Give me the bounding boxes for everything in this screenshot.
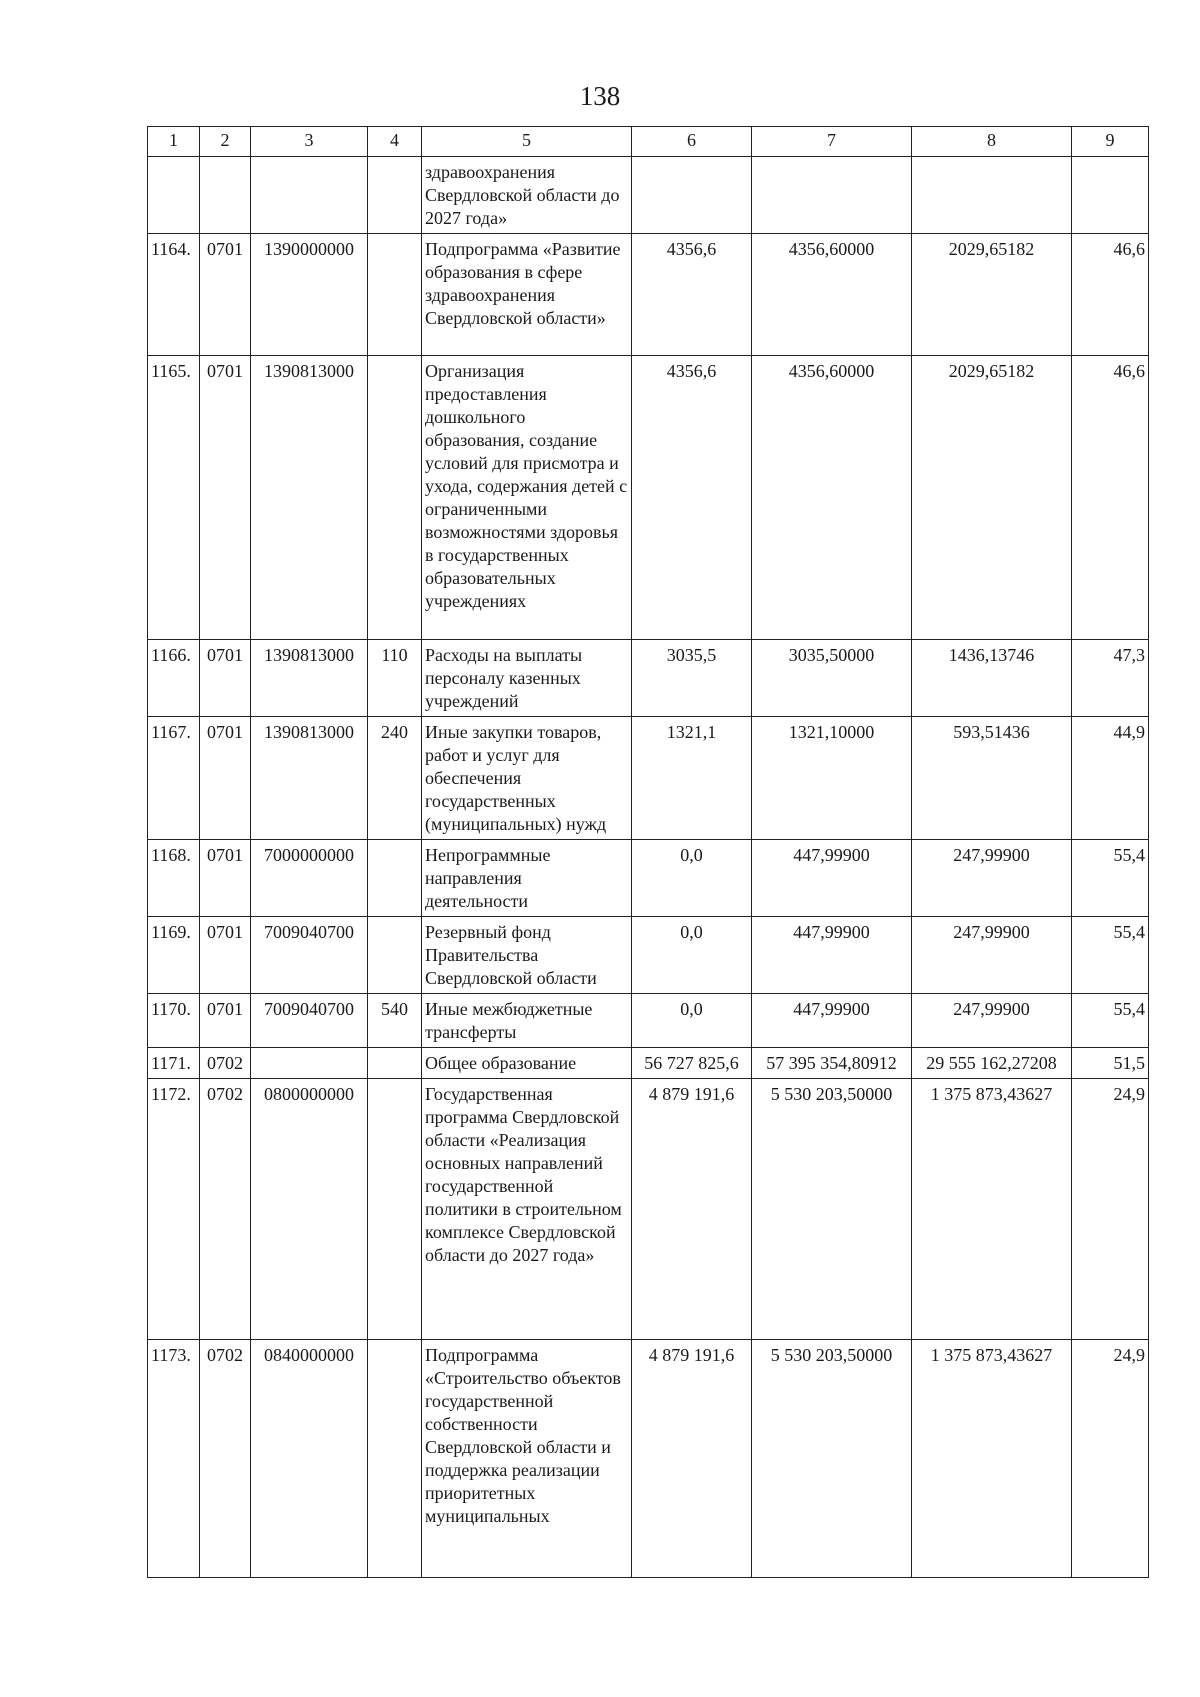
row-number-cell: 1173. <box>148 1340 200 1578</box>
table-row <box>148 356 1149 640</box>
percent-cell <box>1072 157 1149 234</box>
executed-amount-cell: 2029,65182 <box>912 234 1072 356</box>
target-code-cell <box>251 1048 368 1079</box>
table-row <box>148 157 1149 234</box>
expense-type-cell <box>368 840 422 917</box>
percent-cell: 55,4 <box>1072 840 1149 917</box>
item-name-cell: Государственная программа Свердловской области «Реализация основных направлений государственной политики в строительном комплексе Свердловской области до 2027 года» <box>422 1079 632 1340</box>
planned-amount-cell: 57 395 354,80912 <box>752 1048 912 1079</box>
expense-type-cell: 240 <box>368 717 422 840</box>
expense-type-cell <box>368 234 422 356</box>
section-code-cell: 0701 <box>200 640 251 717</box>
item-name-cell: Резервный фонд Правительства Свердловской области <box>422 917 632 994</box>
executed-amount-cell: 2029,65182 <box>912 356 1072 640</box>
column-header: 9 <box>1072 127 1149 157</box>
section-code-cell: 0701 <box>200 234 251 356</box>
target-code-cell: 7000000000 <box>251 840 368 917</box>
column-header: 3 <box>251 127 368 157</box>
table-row <box>148 1048 1149 1079</box>
planned-amount-cell: 4356,60000 <box>752 234 912 356</box>
section-code-cell: 0701 <box>200 917 251 994</box>
percent-cell: 24,9 <box>1072 1340 1149 1578</box>
planned-amount-cell <box>752 157 912 234</box>
section-code-cell: 0701 <box>200 717 251 840</box>
planned-amount-cell: 5 530 203,50000 <box>752 1079 912 1340</box>
row-number-cell: 1167. <box>148 717 200 840</box>
target-code-cell: 1390000000 <box>251 234 368 356</box>
approved-amount-cell: 4 879 191,6 <box>632 1340 752 1578</box>
table-row <box>148 1340 1149 1578</box>
executed-amount-cell: 1 375 873,43627 <box>912 1340 1072 1578</box>
column-header: 7 <box>752 127 912 157</box>
section-code-cell: 0702 <box>200 1048 251 1079</box>
section-code-cell: 0701 <box>200 994 251 1048</box>
executed-amount-cell <box>912 157 1072 234</box>
item-name-cell: Подпрограмма «Развитие образования в сфере здравоохранения Свердловской области» <box>422 234 632 356</box>
expense-type-cell: 110 <box>368 640 422 717</box>
row-number-cell <box>148 157 200 234</box>
table-row <box>148 1079 1149 1340</box>
table-row <box>148 717 1149 840</box>
page-number: 138 <box>579 81 621 111</box>
percent-cell: 44,9 <box>1072 717 1149 840</box>
row-number-cell: 1169. <box>148 917 200 994</box>
executed-amount-cell: 1436,13746 <box>912 640 1072 717</box>
expense-type-cell: 540 <box>368 994 422 1048</box>
target-code-cell: 1390813000 <box>251 640 368 717</box>
section-code-cell: 0702 <box>200 1340 251 1578</box>
target-code-cell: 1390813000 <box>251 356 368 640</box>
target-code-cell <box>251 157 368 234</box>
percent-cell: 46,6 <box>1072 356 1149 640</box>
approved-amount-cell: 4 879 191,6 <box>632 1079 752 1340</box>
item-name-cell: здравоохранения Свердловской области до 2027 года» <box>422 157 632 234</box>
section-code-cell <box>200 157 251 234</box>
row-number-cell: 1164. <box>148 234 200 356</box>
planned-amount-cell: 447,99900 <box>752 994 912 1048</box>
item-name-cell: Непрограммные направления деятельности <box>422 840 632 917</box>
table-row <box>148 234 1149 356</box>
table-row <box>148 640 1149 717</box>
planned-amount-cell: 3035,50000 <box>752 640 912 717</box>
percent-cell: 46,6 <box>1072 234 1149 356</box>
section-code-cell: 0701 <box>200 840 251 917</box>
planned-amount-cell: 4356,60000 <box>752 356 912 640</box>
expense-type-cell <box>368 356 422 640</box>
percent-cell: 55,4 <box>1072 917 1149 994</box>
target-code-cell: 7009040700 <box>251 994 368 1048</box>
executed-amount-cell: 29 555 162,27208 <box>912 1048 1072 1079</box>
approved-amount-cell: 3035,5 <box>632 640 752 717</box>
row-number-cell: 1171. <box>148 1048 200 1079</box>
approved-amount-cell: 4356,6 <box>632 234 752 356</box>
target-code-cell: 7009040700 <box>251 917 368 994</box>
column-header: 5 <box>422 127 632 157</box>
executed-amount-cell: 247,99900 <box>912 917 1072 994</box>
approved-amount-cell: 0,0 <box>632 840 752 917</box>
item-name-cell: Общее образование <box>422 1048 632 1079</box>
executed-amount-cell: 1 375 873,43627 <box>912 1079 1072 1340</box>
expense-type-cell <box>368 1048 422 1079</box>
expense-type-cell <box>368 1340 422 1578</box>
expense-type-cell <box>368 1079 422 1340</box>
approved-amount-cell <box>632 157 752 234</box>
table-row <box>148 840 1149 917</box>
row-number-cell: 1172. <box>148 1079 200 1340</box>
executed-amount-cell: 247,99900 <box>912 994 1072 1048</box>
planned-amount-cell: 5 530 203,50000 <box>752 1340 912 1578</box>
row-number-cell: 1165. <box>148 356 200 640</box>
table-row <box>148 994 1149 1048</box>
item-name-cell: Иные закупки товаров, работ и услуг для обеспечения государственных (муниципальных) нужд <box>422 717 632 840</box>
executed-amount-cell: 247,99900 <box>912 840 1072 917</box>
percent-cell: 47,3 <box>1072 640 1149 717</box>
item-name-cell: Подпрограмма «Строительство объектов государственной собственности Свердловской области и поддержка реализации приоритетных муниципальных <box>422 1340 632 1578</box>
column-header: 6 <box>632 127 752 157</box>
column-header: 1 <box>148 127 200 157</box>
approved-amount-cell: 1321,1 <box>632 717 752 840</box>
target-code-cell: 0840000000 <box>251 1340 368 1578</box>
approved-amount-cell: 0,0 <box>632 917 752 994</box>
column-header: 2 <box>200 127 251 157</box>
percent-cell: 55,4 <box>1072 994 1149 1048</box>
expense-type-cell <box>368 917 422 994</box>
section-code-cell: 0701 <box>200 356 251 640</box>
budget-table <box>147 126 1149 1578</box>
table-row <box>148 917 1149 994</box>
target-code-cell: 0800000000 <box>251 1079 368 1340</box>
row-number-cell: 1170. <box>148 994 200 1048</box>
item-name-cell: Иные межбюджетные трансферты <box>422 994 632 1048</box>
expense-type-cell <box>368 157 422 234</box>
row-number-cell: 1166. <box>148 640 200 717</box>
approved-amount-cell: 0,0 <box>632 994 752 1048</box>
section-code-cell: 0702 <box>200 1079 251 1340</box>
column-header: 8 <box>912 127 1072 157</box>
target-code-cell: 1390813000 <box>251 717 368 840</box>
item-name-cell: Расходы на выплаты персоналу казенных учреждений <box>422 640 632 717</box>
approved-amount-cell: 4356,6 <box>632 356 752 640</box>
item-name-cell: Организация предоставления дошкольного образования, создание условий для присмотра и ухода, содержания детей с ограниченными возможностями здоровья в государственных образовательных учреждениях <box>422 356 632 640</box>
planned-amount-cell: 447,99900 <box>752 917 912 994</box>
executed-amount-cell: 593,51436 <box>912 717 1072 840</box>
percent-cell: 24,9 <box>1072 1079 1149 1340</box>
approved-amount-cell: 56 727 825,6 <box>632 1048 752 1079</box>
planned-amount-cell: 1321,10000 <box>752 717 912 840</box>
percent-cell: 51,5 <box>1072 1048 1149 1079</box>
row-number-cell: 1168. <box>148 840 200 917</box>
column-header: 4 <box>368 127 422 157</box>
header-row <box>148 127 1149 157</box>
planned-amount-cell: 447,99900 <box>752 840 912 917</box>
